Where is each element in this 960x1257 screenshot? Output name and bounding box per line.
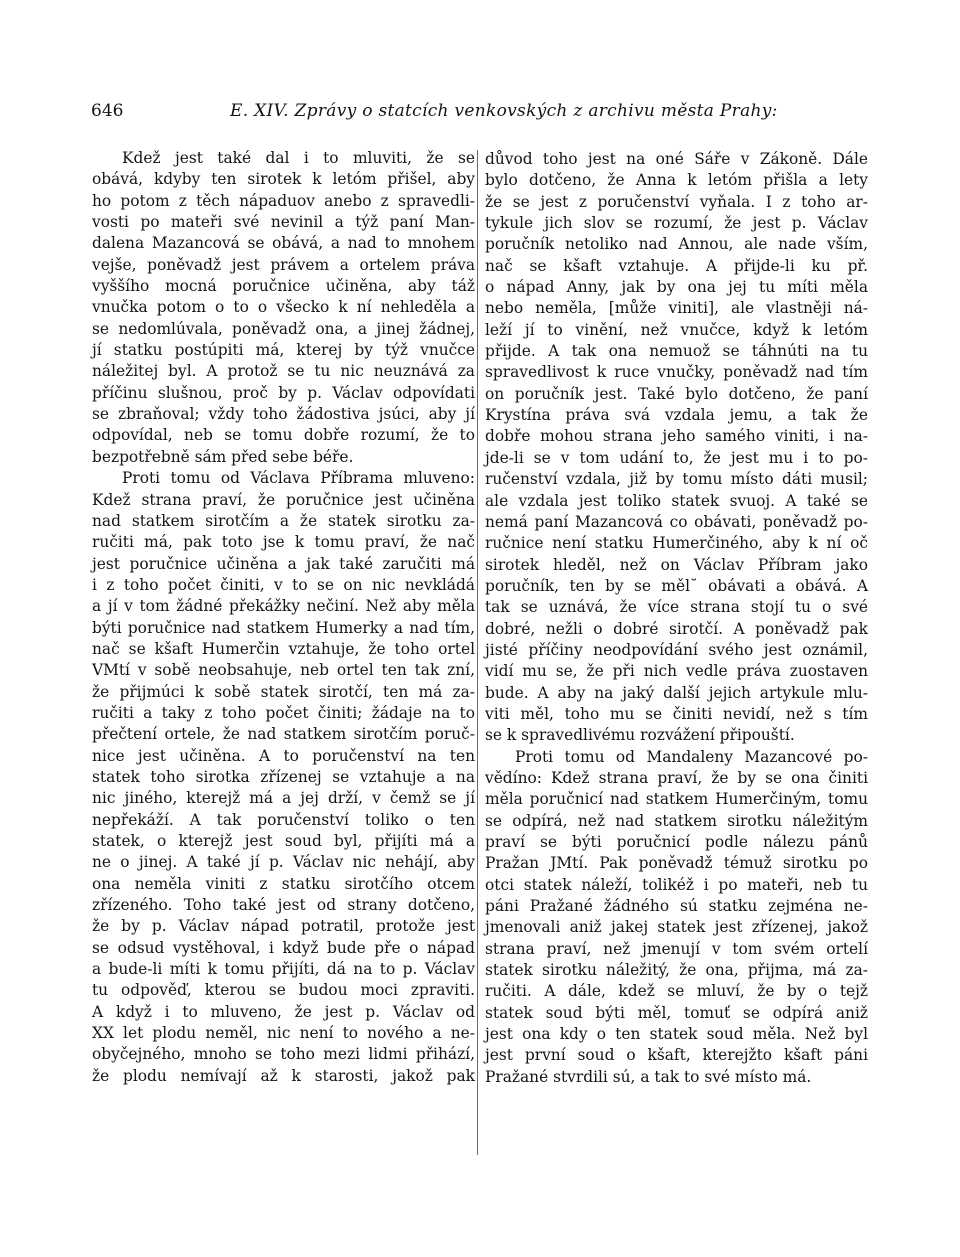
text-line: jest první soud o kšaft, kterejžto kšaft páni (485, 1046, 868, 1065)
text-line: otci statek náleží, tolikéž i po mateři, neb tu (485, 875, 868, 894)
text-line: nepřekáží. A tak poručenství toliko o ten (92, 810, 475, 829)
running-head: E. XIV. Zprávy o statcích venkovských z archivu města Prahy: (230, 101, 778, 121)
page-header (91, 101, 871, 131)
text-line: spravedlivost k ruce vnučky, poněvadž nad tím (485, 363, 868, 382)
text-line: ale vzdala jest toliko statek svuoj. A také se (485, 491, 868, 510)
text-line: Proti tomu od Václava Příbrama mluveno: (122, 469, 475, 488)
text-line: přečtení ortele, že nad statkem sirotčím poruč- (92, 725, 475, 744)
text-line: Proti tomu od Mandaleny Mazancové po- (515, 747, 868, 766)
text-line: tykule jich slov se rozumí, že jest p. Václav (485, 214, 868, 233)
right-text-column (485, 149, 868, 1088)
text-line: nač se kšaft vztahuje. A přijde-li ku př. (485, 256, 868, 275)
text-line: jí statku postúpiti má, kterej by týž vnučce (92, 341, 475, 360)
text-line: statek, o kterejž jest soud byl, přijíti má a (92, 832, 475, 850)
text-line: přijde. A tak ona nemuož se táhnúti na tu (485, 342, 868, 361)
text-line: vyššího mocná poručnice učiněna, aby táž (92, 277, 475, 296)
text-line: praví se býti poručnicí podle nálezu pánů (485, 833, 868, 851)
text-line: obyčejného, mnoho se toho mezi lidmi přihází, (92, 1045, 475, 1064)
text-line: nic jiného, kterejž má a jej drží, v čemž se jí (92, 789, 475, 808)
text-line: se zbraňoval; vždy toho žádostiva jsúci, aby jí (92, 405, 475, 424)
text-line: že přijmúci k sobě statek sirotčí, ten má za- (92, 682, 475, 701)
page-number: 646 (91, 101, 124, 121)
text-line: i z toho počet činiti, v to se on nic nevkládá (92, 575, 475, 594)
text-line: ručiti. A dále, kdež se mluví, že by o tejž (485, 982, 868, 1001)
text-line: bezpotřebně sám před sebe béře. (92, 447, 354, 466)
text-line: vidí mu se, že při nich vedle práva zuostaven (485, 662, 868, 681)
text-line: ručiti má, pak toto jse k tomu praví, že nač (92, 533, 475, 552)
text-line: jest poručnice učiněna a jak také zaručiti má (92, 554, 475, 573)
text-line: leží jí to vinění, než vnučce, když k letóm (485, 320, 868, 339)
text-line: dobře mohou strana jeho samého viniti, i na- (485, 427, 868, 446)
text-line: vejše, poněvadž jest právem a ortelem práva (92, 255, 475, 274)
text-line: Krystína práva svá vzdala jemu, a tak že (485, 406, 868, 425)
text-line: statek sirotku náležitý, že ona, přijma, má za- (485, 961, 868, 980)
text-line: ručiti a taky z toho počet činiti; žádaje na to (92, 703, 475, 722)
text-line: jde-li se v tom udání to, že jest mu i to po- (485, 448, 868, 467)
text-line: páni Pražané žádného sú statku zejména ne- (485, 897, 868, 916)
text-line: ne o jinej. A také jí p. Václav nic nehájí, aby (92, 853, 475, 872)
text-line: tu odpověď, kterou se budou moci zpraviti. (92, 981, 475, 1000)
text-line: že se jest z poručenství vyňala. I z toho ar- (485, 192, 868, 211)
text-line: statek toho sirotka zřízenej se vztahuje a na (92, 767, 475, 786)
text-line: nač se kšaft Humerčin vztahuje, že toho ortel (92, 639, 475, 658)
text-line: a jí v tom žádné překážky nečiní. Než aby měla (92, 597, 475, 616)
text-line: že by p. Václav nápad potratil, protože jest (92, 917, 475, 936)
text-line: statek soud býti měl, tomuť se odpírá aniž (485, 1003, 868, 1022)
text-line: Kdež strana praví, že poručnice jest učiněna (92, 490, 475, 509)
text-line: VMtí v sobě neobsahuje, neb ortel ten tak zní, (92, 661, 475, 680)
text-line: poručník netoliko nad Annou, ale nade vším, (485, 235, 868, 254)
text-line: bude. A aby na jaký další jejich artykule mlu- (485, 683, 868, 702)
text-line: jmenovali aniž jakej statek jest zřízenej, jakož (485, 918, 868, 937)
text-line: Pražané stvrdili sú, a tak to své místo má. (485, 1067, 812, 1086)
text-line: důvod toho jest na oné Sáře v Zákoně. Dále (485, 150, 868, 168)
text-line: tak se uznává, že více strana stojí tu o své (485, 598, 868, 617)
text-line: nad statkem sirotčím a že statek sirotku za- (92, 511, 475, 530)
text-line: XX let plodu neměl, nic není to nového a ne- (92, 1024, 475, 1043)
text-line: Pražan JMtí. Pak poněvadž témuž sirotku po (485, 854, 868, 873)
text-line: poručník, ten by se měl˘ obávati a obává. A (485, 576, 868, 595)
left-text-column (92, 148, 475, 1087)
text-line: se odsud vystěhoval, i když bude pře o nápad (92, 938, 475, 957)
text-line: Kdež jest také dal i to mluviti, že se (122, 149, 475, 167)
text-line: on poručník jest. Také bylo dotčeno, že paní (485, 384, 868, 403)
text-line: dobré, nežli o dobré sirotčí. A poněvadž pak (485, 619, 868, 638)
text-line: vosti po mateři své nevinil a týž paní Man- (92, 213, 475, 232)
text-line: vnučka potom o to o všecko k ní nehleděla a (92, 298, 475, 317)
text-line: bylo dotčeno, že Anna k letóm přišla a lety (485, 171, 868, 190)
text-line: měla poručnicí nad statkem Humerčiným, tomu (485, 790, 868, 809)
column-divider (477, 150, 478, 1155)
text-line: nemá paní Mazancová co obávati, poněvadž po- (485, 512, 868, 531)
text-line: ručenství vzdala, již by tomu místo dáti musil; (485, 470, 868, 489)
text-line: jest ona kdy o ten statek soud měla. Než byl (485, 1025, 868, 1044)
text-line: a bude-li míti k tomu přijíti, dá na to p. Václav (92, 960, 475, 979)
text-line: nice jest učiněna. A to poručenství na ten (92, 746, 475, 765)
text-line: jisté příčiny neodpovídání svého jest oznámil, (485, 640, 868, 659)
text-line: vědíno: Kdež strana praví, že by se ona činiti (485, 768, 868, 787)
text-line: náležitej byl. A protož se tu nic neuznává za (92, 362, 475, 381)
text-line: sirotek hleděl, než on Václav Příbram jako (485, 555, 868, 574)
text-line: o nápad Anny, jak by ona jej tu míti měla (485, 278, 868, 297)
text-line: dalena Mazancová se obává, a nad to mnohem (92, 234, 475, 253)
text-line: zřízeného. Toho také jest od strany dotčeno, (92, 896, 475, 915)
text-line: strana praví, než jmenují v tom svém ortelí (485, 939, 868, 958)
text-line: se odpírá, než nad statkem sirotku náležitým (485, 811, 868, 830)
text-line: obává, kdyby ten sirotek k letóm přišel, aby (92, 170, 475, 189)
text-line: býti poručnice nad statkem Humerky a nad tím, (92, 618, 475, 637)
text-line: A když i to mluveno, že jest p. Václav od (92, 1002, 475, 1021)
text-line: ručnice není statku Humerčiného, aby k ní oč (485, 534, 868, 553)
text-line: nebo neměla, [může viniti], ale vlastněji ná- (485, 299, 868, 318)
text-line: viti měl, toho mu se činiti nevidí, než s tím (485, 704, 868, 723)
text-line: příčinu slušnou, proč by p. Václav odpovídati (92, 383, 475, 402)
text-line: se nedomlúvala, poněvadž ona, a jinej žádnej, (92, 319, 475, 338)
text-line: že plodu nemívají až k starosti, jakož pak (92, 1066, 475, 1085)
text-line: se k spravedlivému rozvážení připouští. (485, 726, 795, 745)
text-line: odpovídal, neb se tomu dobře rozumí, že to (92, 426, 475, 445)
text-line: ona neměla viniti z statku sirotčího otcem (92, 874, 475, 893)
text-line: ho potom z těch nápaduov anebo z spravedli- (92, 191, 475, 210)
